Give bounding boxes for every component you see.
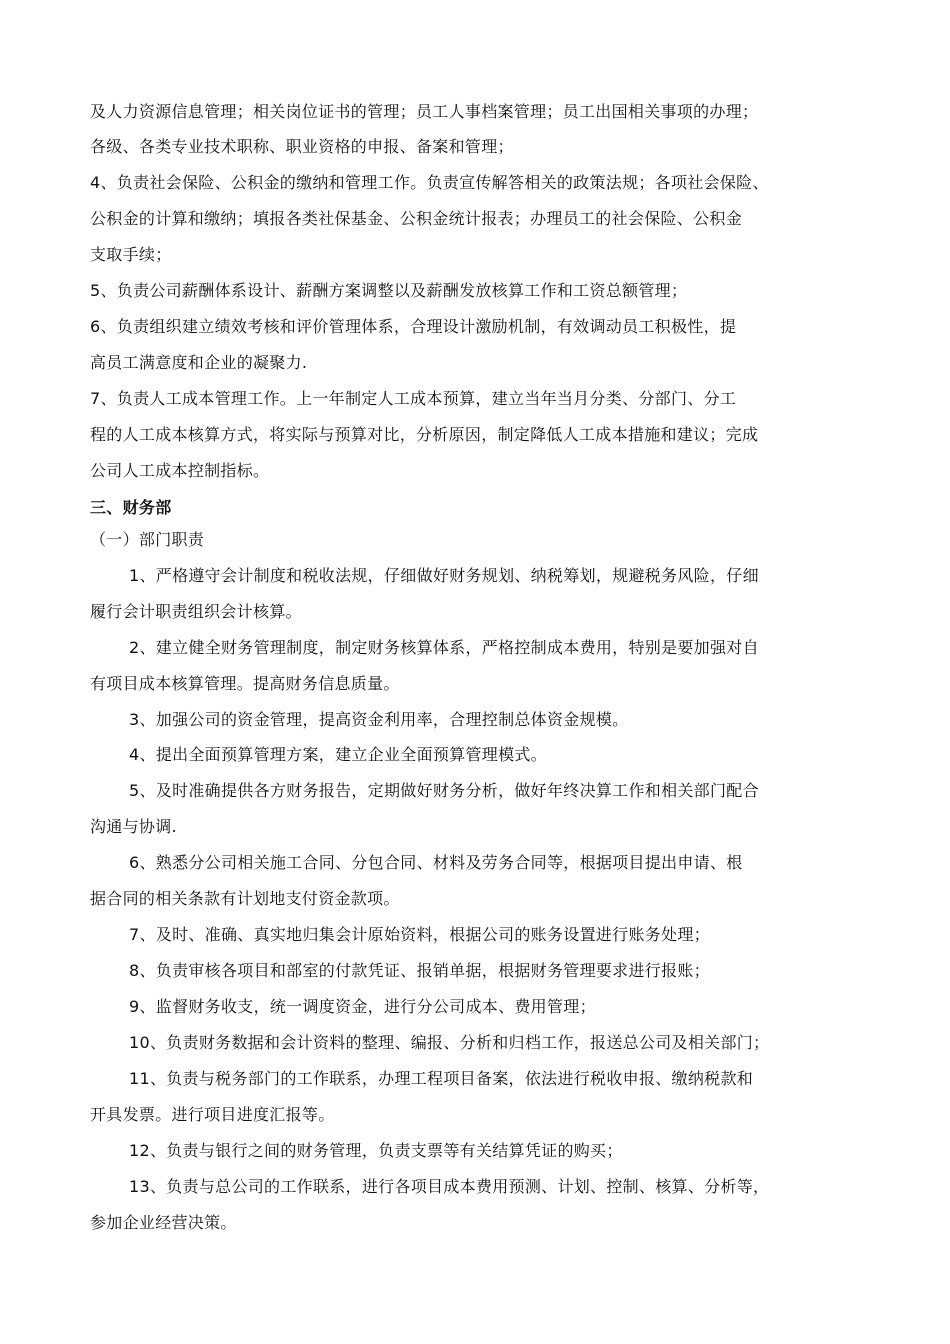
- text-line: 有项目成本核算管理。提高财务信息质量。: [90, 674, 400, 693]
- text-line: 9、监督财务收支，统一调度资金，进行分公司成本、费用管理；: [129, 997, 596, 1016]
- text-line: 10、负责财务数据和会计资料的整理、编报、分析和归档工作，报送总公司及相关部门；: [129, 1033, 770, 1052]
- text-line: 参加企业经营决策。: [90, 1213, 237, 1232]
- subsection-heading: （一）部门职责: [90, 530, 205, 549]
- text-line: 5、及时准确提供各方财务报告，定期做好财务分析，做好年终决算工作和相关部门配合: [129, 781, 759, 800]
- text-line: 11、负责与税务部门的工作联系，办理工程项目备案，依法进行税收申报、缴纳税款和: [129, 1069, 754, 1088]
- section-heading: 三、财务部: [90, 498, 172, 517]
- text-line: 开具发票。进行项目进度汇报等。: [90, 1105, 335, 1124]
- text-line: 履行会计职责组织会计核算。: [90, 602, 302, 621]
- text-line: 5、负责公司薪酬体系设计、薪酬方案调整以及薪酬发放核算工作和工资总额管理；: [90, 281, 688, 300]
- text-line: 6、负责组织建立绩效考核和评价管理体系，合理设计激励机制，有效调动员工积极性，提: [90, 317, 737, 336]
- text-line: 7、及时、准确、真实地归集会计原始资料，根据公司的账务设置进行账务处理；: [129, 925, 710, 944]
- text-line: 据合同的相关条款有计划地支付资金款项。: [90, 889, 400, 908]
- text-line: 高员工满意度和企业的凝聚力.: [90, 353, 308, 372]
- text-line: 程的人工成本核算方式，将实际与预算对比，分析原因，制定降低人工成本措施和建议；完成: [90, 425, 759, 444]
- text-line: 13、负责与总公司的工作联系，进行各项目成本费用预测、计划、控制、核算、分析等，: [129, 1177, 770, 1196]
- text-line: 4、负责社会保险、公积金的缴纳和管理工作。负责宣传解答相关的政策法规；各项社会保险、: [90, 173, 769, 192]
- text-line: 支取手续；: [90, 245, 172, 264]
- text-line: 2、建立健全财务管理制度，制定财务核算体系，严格控制成本费用，特别是要加强对自: [129, 638, 759, 657]
- text-line: 公司人工成本控制指标。: [90, 461, 270, 480]
- text-line: 及人力资源信息管理；相关岗位证书的管理；员工人事档案管理；员工出国相关事项的办理；: [90, 102, 759, 121]
- text-line: 6、熟悉分公司相关施工合同、分包合同、材料及劳务合同等，根据项目提出申请、根: [129, 853, 743, 872]
- text-line: 7、负责人工成本管理工作。上一年制定人工成本预算，建立当年当月分类、分部门、分工: [90, 389, 737, 408]
- text-line: 8、负责审核各项目和部室的付款凭证、报销单据，根据财务管理要求进行报账；: [129, 961, 710, 980]
- text-line: 公积金的计算和缴纳；填报各类社保基金、公积金统计报表；办理员工的社会保险、公积金: [90, 209, 743, 228]
- text-line: 沟通与协调.: [90, 817, 177, 836]
- text-line: 1、严格遵守会计制度和税收法规，仔细做好财务规划、纳税筹划，规避税务风险，仔细: [129, 566, 759, 585]
- text-line: 各级、各类专业技术职称、职业资格的申报、备案和管理；: [90, 137, 514, 156]
- text-line: 4、提出全面预算管理方案，建立企业全面预算管理模式。: [129, 745, 547, 764]
- text-line: 12、负责与银行之间的财务管理，负责支票等有关结算凭证的购买；: [129, 1141, 623, 1160]
- text-line: 3、加强公司的资金管理，提高资金利用率，合理控制总体资金规模。: [129, 710, 629, 729]
